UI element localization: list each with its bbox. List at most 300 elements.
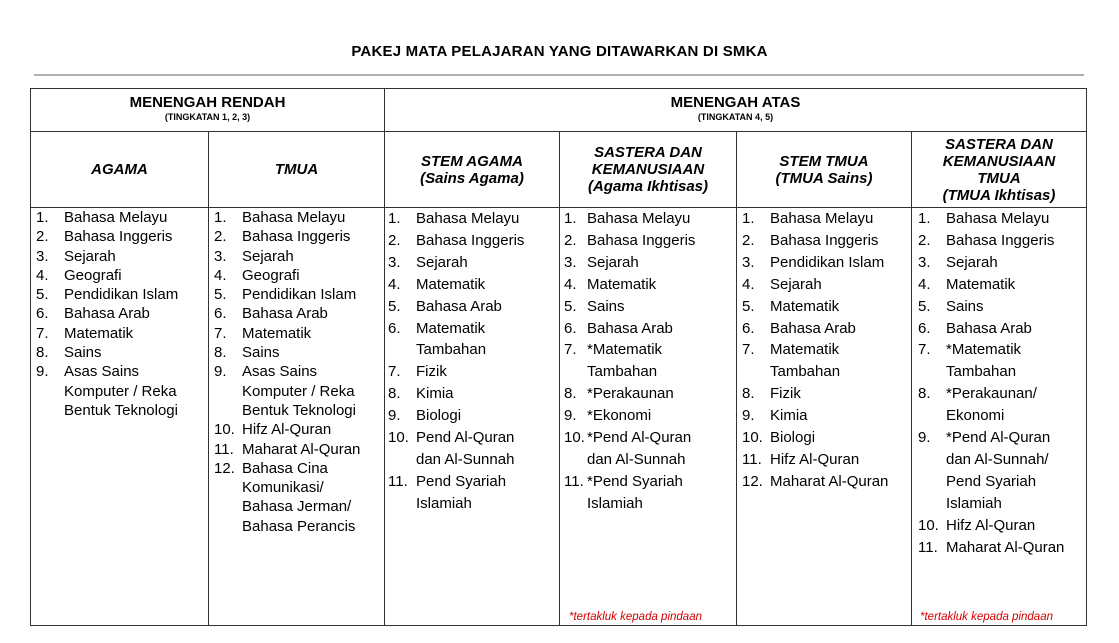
item-number: 6. xyxy=(564,319,577,337)
subject-line: *Pend Al-Quran xyxy=(587,429,692,447)
item-number: 7. xyxy=(564,341,577,359)
subject-line: Matematik xyxy=(416,319,486,337)
title-divider xyxy=(34,74,1084,76)
subject-list-sastera-agama xyxy=(564,208,736,515)
item-number: 11. xyxy=(388,472,408,490)
list-item xyxy=(742,405,911,427)
subject-name xyxy=(946,339,1086,383)
item-number: 10. xyxy=(918,516,939,534)
subject-line: Bahasa Melayu xyxy=(242,209,346,226)
subject-line: Matematik xyxy=(770,341,840,359)
subject-name xyxy=(64,266,208,285)
subject-name xyxy=(946,208,1086,230)
list-item xyxy=(918,383,1086,427)
subject-line: Sains xyxy=(946,297,984,315)
list-item xyxy=(564,318,736,340)
subject-line: Bahasa Arab xyxy=(416,297,502,315)
item-number: 1. xyxy=(214,209,227,226)
column-header-sastera-tmua xyxy=(912,132,1086,207)
list-item xyxy=(564,208,736,230)
list-item xyxy=(214,440,384,459)
subject-line: Bahasa Perancis xyxy=(242,517,356,535)
item-number: 9. xyxy=(742,407,755,425)
item-number: 4. xyxy=(36,266,49,284)
item-number: 11. xyxy=(742,450,762,468)
subject-line: *Perakaunan/ xyxy=(946,385,1037,403)
item-number: 11. xyxy=(918,538,938,556)
subject-line: Bahasa Inggeris xyxy=(770,231,879,249)
item-number: 4. xyxy=(388,275,401,293)
subject-line: dan Al-Sunnah/ xyxy=(946,450,1049,468)
subject-name xyxy=(242,266,384,285)
item-number: 8. xyxy=(564,385,577,403)
subject-line: Hifz Al-Quran xyxy=(770,450,860,468)
item-number: 3. xyxy=(742,253,755,271)
list-item xyxy=(742,296,911,318)
subject-name xyxy=(242,362,384,420)
subject-line: Bahasa Cina xyxy=(242,459,328,477)
page-title: PAKEJ MATA PELAJARAN YANG DITAWARKAN DI SMKA xyxy=(351,43,768,60)
subject-name xyxy=(770,383,911,405)
item-number: 2. xyxy=(742,231,755,249)
subject-name xyxy=(416,230,559,252)
subject-line: Tambahan xyxy=(587,363,658,381)
list-item xyxy=(918,537,1086,559)
subject-name xyxy=(64,343,208,362)
item-number: 10. xyxy=(388,429,409,447)
item-number: 4. xyxy=(742,275,755,293)
subject-name xyxy=(946,383,1086,427)
subject-name xyxy=(946,230,1086,252)
list-item xyxy=(918,296,1086,318)
subject-line: *Pend Syariah xyxy=(587,472,683,490)
list-item xyxy=(388,208,559,230)
subject-line: Bahasa Melayu xyxy=(64,209,168,226)
subject-line: Bahasa Melayu xyxy=(946,210,1050,227)
subject-name xyxy=(64,247,208,266)
column-heading-line: STEM AGAMA xyxy=(421,152,523,170)
item-number: 1. xyxy=(36,209,49,226)
list-item xyxy=(214,266,384,285)
list-item xyxy=(918,208,1086,230)
item-number: 9. xyxy=(214,363,227,381)
subject-list-sastera-tmua xyxy=(918,208,1086,559)
list-item xyxy=(388,318,559,362)
subject-line: Matematik xyxy=(587,275,657,293)
list-item xyxy=(36,343,208,362)
item-number: 8. xyxy=(918,385,931,403)
item-number: 1. xyxy=(388,210,401,227)
column-header-stem-agama xyxy=(385,132,559,207)
list-item xyxy=(564,405,736,427)
subject-line: *Ekonomi xyxy=(587,407,652,425)
subject-line: Sains xyxy=(242,344,280,362)
subject-line: Bahasa Arab xyxy=(64,305,150,323)
list-item xyxy=(742,274,911,296)
subject-line: Bahasa Inggeris xyxy=(242,228,351,246)
list-item xyxy=(918,252,1086,274)
subject-line: Sejarah xyxy=(770,275,822,293)
subject-line: Maharat Al-Quran xyxy=(946,538,1065,556)
subject-name xyxy=(587,296,736,318)
item-number: 11. xyxy=(214,440,234,458)
list-item xyxy=(742,471,911,493)
subject-name xyxy=(242,208,384,227)
subject-line: Bahasa Melayu xyxy=(770,210,874,227)
item-number: 10. xyxy=(564,429,585,447)
item-number: 5. xyxy=(564,297,577,315)
subject-name xyxy=(242,343,384,362)
subject-name xyxy=(770,252,911,274)
item-number: 6. xyxy=(214,305,227,323)
subject-line: Matematik xyxy=(242,324,312,342)
subject-line: Bahasa Jerman/ xyxy=(242,498,352,516)
column-header-sastera-agama xyxy=(560,132,736,207)
subject-name xyxy=(416,471,559,515)
subject-name xyxy=(242,420,384,439)
subject-name xyxy=(770,230,911,252)
list-item xyxy=(918,339,1086,383)
list-item xyxy=(214,285,384,304)
list-item xyxy=(742,252,911,274)
subject-name xyxy=(587,471,736,515)
subject-line: Bentuk Teknologi xyxy=(242,401,356,419)
item-number: 6. xyxy=(918,319,931,337)
subject-name xyxy=(242,459,384,536)
subject-line: *Perakaunan xyxy=(587,385,674,403)
subject-line: Fizik xyxy=(416,363,447,381)
subject-line: Biologi xyxy=(416,407,462,425)
list-item xyxy=(564,383,736,405)
list-item xyxy=(214,459,384,536)
item-number: 2. xyxy=(36,228,49,246)
list-item xyxy=(214,343,384,362)
item-number: 5. xyxy=(742,297,755,315)
group-title: MENENGAH ATAS xyxy=(670,94,801,111)
subject-line: Matematik xyxy=(770,297,840,315)
subject-line: Bahasa Inggeris xyxy=(946,231,1055,249)
list-item xyxy=(742,427,911,449)
list-item xyxy=(36,266,208,285)
subject-line: Islamiah xyxy=(416,494,472,512)
item-number: 3. xyxy=(36,247,49,265)
subject-line: Fizik xyxy=(770,385,801,403)
subject-name xyxy=(416,361,559,383)
subject-line: Tambahan xyxy=(946,363,1017,381)
subject-line: dan Al-Sunnah xyxy=(416,450,515,468)
subject-name xyxy=(416,405,559,427)
subject-line: *Matematik xyxy=(587,341,663,359)
subject-line: Bahasa Inggeris xyxy=(64,228,173,246)
amendment-note: *tertakluk kepada pindaan xyxy=(920,611,1053,623)
subject-name xyxy=(770,208,911,230)
column-heading-line: KEMANUSIAAN xyxy=(942,152,1056,170)
subject-line: Islamiah xyxy=(946,494,1002,512)
subject-line: Matematik xyxy=(64,324,134,342)
subject-name xyxy=(416,427,559,471)
item-number: 7. xyxy=(388,363,401,381)
list-item xyxy=(388,252,559,274)
list-item xyxy=(388,274,559,296)
list-item xyxy=(214,208,384,227)
item-number: 2. xyxy=(214,228,227,246)
column-heading-line: KEMANUSIAAN xyxy=(591,161,705,178)
subject-name xyxy=(770,296,911,318)
subject-line: Asas Sains xyxy=(242,363,318,381)
item-number: 3. xyxy=(564,253,577,271)
subject-name xyxy=(770,405,911,427)
subject-list-agama xyxy=(36,208,208,420)
subject-name xyxy=(946,427,1086,515)
column-heading-line: (TMUA Ikhtisas) xyxy=(942,186,1056,204)
subject-name xyxy=(242,324,384,343)
subject-name xyxy=(770,449,911,471)
list-item xyxy=(388,427,559,471)
item-number: 9. xyxy=(36,363,49,381)
list-item xyxy=(742,230,911,252)
subject-line: Matematik xyxy=(946,275,1016,293)
subject-line: Asas Sains xyxy=(64,363,140,381)
subject-line: Pend Al-Quran xyxy=(416,429,515,447)
subject-line: Pendidikan Islam xyxy=(64,286,179,304)
item-number: 3. xyxy=(214,247,227,265)
subject-line: Tambahan xyxy=(770,363,841,381)
subject-list-stem-tmua xyxy=(742,208,911,493)
subject-name xyxy=(416,208,559,230)
item-number: 9. xyxy=(388,407,401,425)
subject-name xyxy=(770,318,911,340)
subject-name xyxy=(946,318,1086,340)
subject-line: Sejarah xyxy=(946,253,998,271)
subject-line: Pend Syariah xyxy=(946,472,1037,490)
subject-name xyxy=(242,247,384,266)
list-item xyxy=(214,304,384,323)
item-number: 4. xyxy=(918,275,931,293)
item-number: 12. xyxy=(742,472,763,490)
column-heading-line: (TMUA Sains) xyxy=(775,169,873,187)
list-item xyxy=(388,383,559,405)
subject-line: Hifz Al-Quran xyxy=(242,421,332,439)
subject-line: Sejarah xyxy=(242,247,294,265)
subject-name xyxy=(242,440,384,459)
list-item xyxy=(564,296,736,318)
subject-name xyxy=(416,296,559,318)
item-number: 5. xyxy=(36,286,49,304)
item-number: 11. xyxy=(564,472,584,490)
column-header-stem-tmua xyxy=(737,132,911,207)
subject-line: Hifz Al-Quran xyxy=(946,516,1036,534)
subject-list-tmua xyxy=(214,208,384,536)
item-number: 1. xyxy=(564,210,577,227)
group-title: MENENGAH RENDAH xyxy=(129,94,286,111)
subject-name xyxy=(587,339,736,383)
subject-line: Sains xyxy=(587,297,625,315)
list-item xyxy=(36,208,208,227)
item-number: 2. xyxy=(388,231,401,249)
subject-name xyxy=(587,383,736,405)
subject-name xyxy=(416,318,559,362)
item-number: 9. xyxy=(918,429,931,447)
subject-line: Sains xyxy=(64,344,102,362)
subject-line: Sejarah xyxy=(416,253,468,271)
list-item xyxy=(36,285,208,304)
list-item xyxy=(214,420,384,439)
item-number: 8. xyxy=(388,385,401,403)
subject-name xyxy=(416,252,559,274)
item-number: 9. xyxy=(564,407,577,425)
subject-list-stem-agama xyxy=(388,208,559,515)
column-heading-line: TMUA xyxy=(977,169,1021,187)
subject-line: Bentuk Teknologi xyxy=(64,401,178,419)
subject-name xyxy=(587,318,736,340)
subject-name xyxy=(64,304,208,323)
subject-name xyxy=(587,274,736,296)
subject-name xyxy=(587,230,736,252)
subject-line: Matematik xyxy=(416,275,486,293)
item-number: 10. xyxy=(214,421,235,439)
column-header-tmua xyxy=(209,132,384,207)
subject-line: Bahasa Melayu xyxy=(587,210,691,227)
list-item xyxy=(918,274,1086,296)
list-item xyxy=(918,318,1086,340)
amendment-note: *tertakluk kepada pindaan xyxy=(569,611,702,623)
subject-line: Bahasa Arab xyxy=(587,319,673,337)
subject-line: Kimia xyxy=(416,385,454,403)
subject-line: Geografi xyxy=(64,266,122,284)
subject-name xyxy=(770,339,911,383)
group-subtitle: (TINGKATAN 4, 5) xyxy=(697,112,774,122)
column-heading-line: TMUA xyxy=(274,161,319,178)
subject-name xyxy=(64,208,208,227)
subject-line: Komputer / Reka xyxy=(242,382,355,400)
list-item xyxy=(564,427,736,471)
subject-name xyxy=(587,252,736,274)
list-item xyxy=(36,227,208,246)
item-number: 7. xyxy=(36,324,49,342)
item-number: 6. xyxy=(742,319,755,337)
item-number: 5. xyxy=(214,286,227,304)
subject-line: Ekonomi xyxy=(946,407,1005,425)
list-item xyxy=(564,274,736,296)
item-number: 6. xyxy=(388,319,401,337)
item-number: 1. xyxy=(918,210,931,227)
subject-name xyxy=(946,252,1086,274)
subject-name xyxy=(770,471,911,493)
subject-line: Geografi xyxy=(242,266,300,284)
list-item xyxy=(742,318,911,340)
subject-name xyxy=(587,405,736,427)
column-heading-line: AGAMA xyxy=(91,161,148,178)
subject-line: *Pend Al-Quran xyxy=(946,429,1051,447)
subject-line: Kimia xyxy=(770,407,808,425)
subject-line: Biologi xyxy=(770,429,816,447)
subject-line: Sejarah xyxy=(587,253,639,271)
column-header-agama xyxy=(31,132,208,207)
list-item xyxy=(36,247,208,266)
list-item xyxy=(214,324,384,343)
subject-line: Bahasa Arab xyxy=(946,319,1032,337)
list-item xyxy=(742,208,911,230)
subject-line: Sejarah xyxy=(64,247,116,265)
subject-line: Bahasa Melayu xyxy=(416,210,520,227)
item-number: 7. xyxy=(214,324,227,342)
item-number: 8. xyxy=(742,385,755,403)
column-heading-line: SASTERA DAN xyxy=(945,135,1053,153)
item-number: 7. xyxy=(918,341,931,359)
subject-line: Pendidikan Islam xyxy=(770,253,885,271)
list-item xyxy=(742,449,911,471)
subject-line: Tambahan xyxy=(416,341,487,359)
subject-name xyxy=(946,296,1086,318)
subject-name xyxy=(64,324,208,343)
subject-name xyxy=(64,362,208,420)
subject-package-table xyxy=(30,88,1087,626)
list-item xyxy=(564,252,736,274)
subject-line: Pend Syariah xyxy=(416,472,507,490)
column-heading-line: SASTERA DAN xyxy=(594,144,702,161)
subject-name xyxy=(587,208,736,230)
subject-name xyxy=(64,285,208,304)
subject-line: Komunikasi/ xyxy=(242,479,324,497)
group-subtitle: (TINGKATAN 1, 2, 3) xyxy=(164,112,251,122)
subject-name xyxy=(770,427,911,449)
list-item xyxy=(214,227,384,246)
subject-line: Bahasa Inggeris xyxy=(416,231,525,249)
subject-line: Komputer / Reka xyxy=(64,382,177,400)
item-number: 8. xyxy=(36,344,49,362)
subject-line: Islamiah xyxy=(587,494,643,512)
item-number: 6. xyxy=(36,305,49,323)
item-number: 1. xyxy=(742,210,755,227)
list-item xyxy=(388,471,559,515)
subject-name xyxy=(946,537,1086,559)
subject-name xyxy=(64,227,208,246)
column-heading-line: (Agama Ikhtisas) xyxy=(587,178,709,195)
subject-line: Pendidikan Islam xyxy=(242,286,357,304)
subject-name xyxy=(242,285,384,304)
item-number: 5. xyxy=(918,297,931,315)
subject-line: Maharat Al-Quran xyxy=(770,472,889,490)
list-item xyxy=(214,247,384,266)
group-header-menengah-atas xyxy=(385,89,1086,131)
subject-line: *Matematik xyxy=(946,341,1022,359)
list-item xyxy=(918,427,1086,515)
list-item xyxy=(564,339,736,383)
group-header-menengah-rendah xyxy=(31,89,384,131)
list-item xyxy=(214,362,384,420)
list-item xyxy=(36,304,208,323)
subject-name xyxy=(587,427,736,471)
list-item xyxy=(388,361,559,383)
subject-line: Maharat Al-Quran xyxy=(242,440,361,458)
list-item xyxy=(388,296,559,318)
subject-name xyxy=(416,383,559,405)
item-number: 2. xyxy=(918,231,931,249)
list-item xyxy=(564,230,736,252)
item-number: 4. xyxy=(564,275,577,293)
item-number: 4. xyxy=(214,266,227,284)
column-heading-line: STEM TMUA xyxy=(779,152,869,170)
subject-line: Bahasa Arab xyxy=(770,319,856,337)
item-number: 3. xyxy=(918,253,931,271)
item-number: 5. xyxy=(388,297,401,315)
list-item xyxy=(742,339,911,383)
list-item xyxy=(36,362,208,420)
subject-name xyxy=(946,274,1086,296)
subject-line: dan Al-Sunnah xyxy=(587,450,686,468)
item-number: 3. xyxy=(388,253,401,271)
list-item xyxy=(388,230,559,252)
